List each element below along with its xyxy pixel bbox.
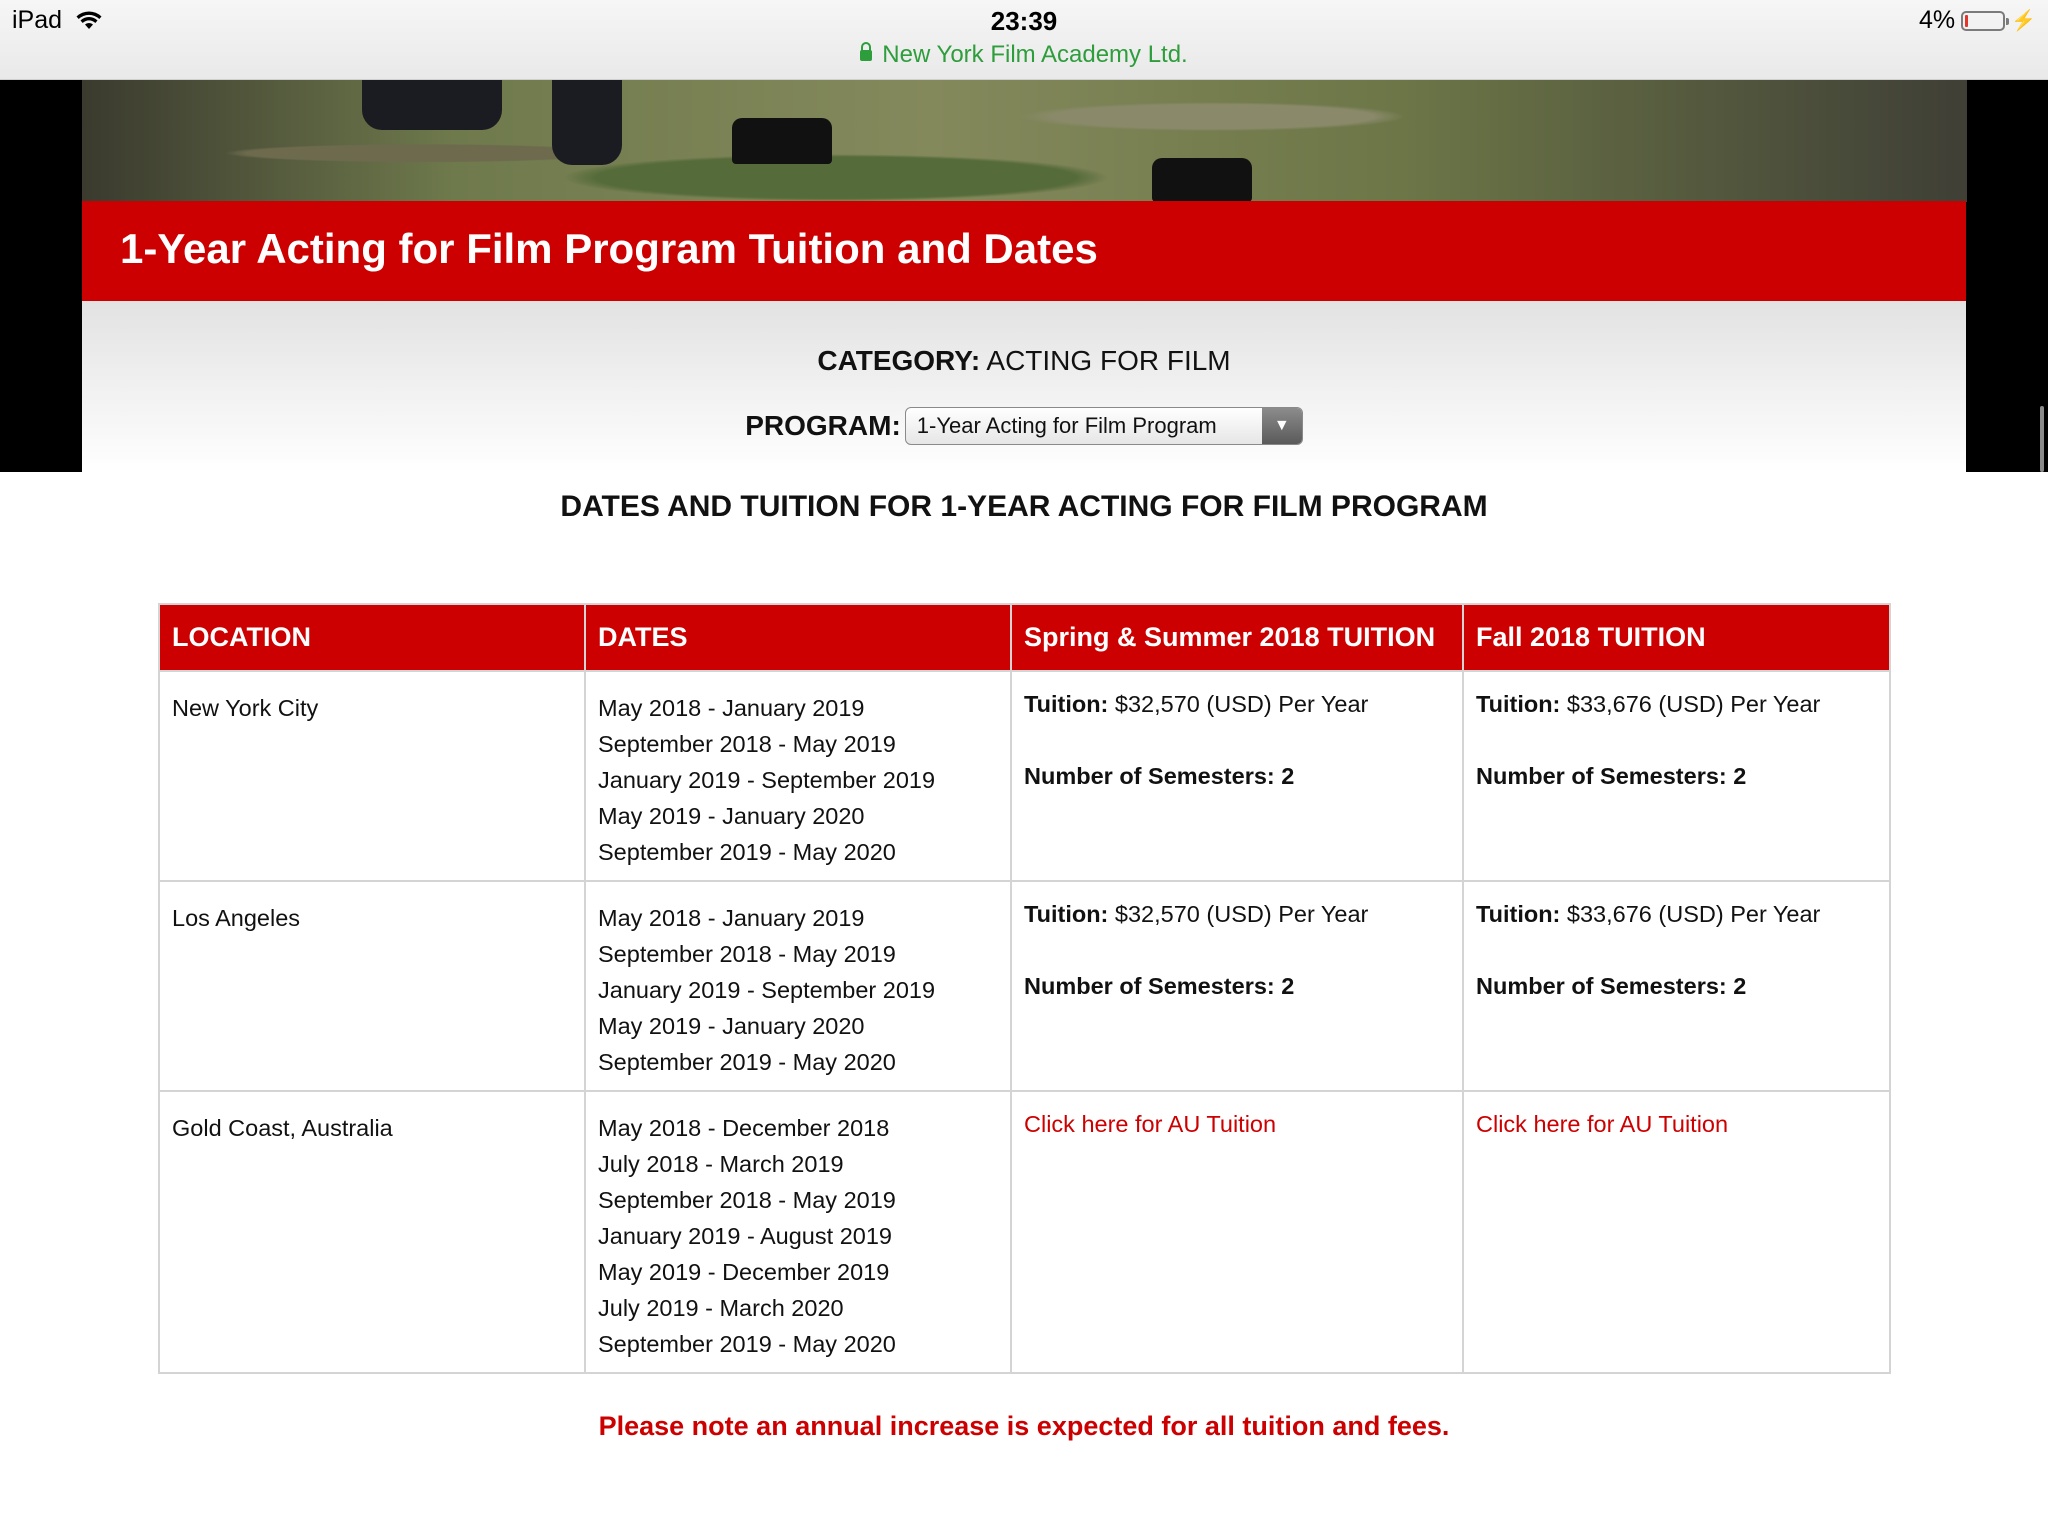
semesters-value: 2 (1733, 973, 1747, 999)
charging-bolt-icon: ⚡ (2011, 10, 2036, 32)
url-bar[interactable] (0, 41, 2048, 69)
category-row (82, 345, 1966, 377)
tuition-label: Tuition: (1024, 691, 1109, 717)
semesters-value: 2 (1281, 973, 1295, 999)
date-range: September 2019 - May 2020 (598, 1331, 896, 1357)
tuition-label: Tuition: (1476, 691, 1561, 717)
lock-icon (860, 50, 872, 61)
program-select-value: 1-Year Acting for Film Program (916, 413, 1217, 438)
page-title: 1-Year Acting for Film Program Tuition and Dates (120, 225, 1098, 272)
fall-tuition-cell (1463, 881, 1890, 1091)
date-range: September 2018 - May 2019 (598, 731, 896, 757)
title-band (82, 201, 1966, 301)
column-header-fall-tuition: Fall 2018 TUITION (1463, 604, 1890, 671)
date-range: May 2019 - January 2020 (598, 1013, 865, 1039)
semesters-value: 2 (1281, 763, 1295, 789)
spring-tuition-cell (1011, 881, 1463, 1091)
battery-icon (1961, 11, 2005, 31)
date-range: January 2019 - September 2019 (598, 977, 936, 1003)
column-header-location: LOCATION (159, 604, 585, 671)
location-cell: Los Angeles (159, 881, 585, 1091)
dates-cell (585, 671, 1011, 881)
date-range: May 2019 - December 2019 (598, 1259, 890, 1285)
fall-tuition-cell (1463, 1091, 1890, 1373)
battery-percent: 4% (1918, 6, 1956, 34)
tuition-label: Tuition: (1024, 901, 1109, 927)
date-range: May 2018 - January 2019 (598, 905, 865, 931)
tuition-amount: $32,570 (USD) Per Year (1114, 691, 1369, 717)
table-row (159, 881, 1890, 1091)
table-row (159, 1091, 1890, 1373)
program-select[interactable] (905, 407, 1303, 445)
tuition-increase-note: Please note an annual increase is expected for all tuition and fees. (598, 1411, 1450, 1441)
semesters-value: 2 (1733, 763, 1747, 789)
tuition-amount: $33,676 (USD) Per Year (1566, 691, 1821, 717)
fall-tuition-cell (1463, 671, 1890, 881)
semesters-label: Number of Semesters: (1476, 973, 1727, 999)
date-range: September 2018 - May 2019 (598, 1187, 896, 1213)
semesters-label: Number of Semesters: (1476, 763, 1727, 789)
date-range: July 2019 - March 2020 (598, 1295, 844, 1321)
dropdown-arrow-icon[interactable]: ▼ (1262, 408, 1302, 444)
column-header-dates: DATES (585, 604, 1011, 671)
device-name: iPad (12, 6, 63, 34)
clock: 23:39 (990, 6, 1058, 36)
status-bar (0, 0, 2048, 80)
dates-cell (585, 1091, 1011, 1373)
date-range: May 2019 - January 2020 (598, 803, 865, 829)
date-range: July 2018 - March 2019 (598, 1151, 844, 1177)
date-range: May 2018 - December 2018 (598, 1115, 890, 1141)
location-cell: New York City (159, 671, 585, 881)
tuition-table (158, 603, 1891, 1374)
au-tuition-link[interactable]: Click here for AU Tuition (1476, 1111, 1729, 1137)
url-text: New York Film Academy Ltd. (882, 41, 1188, 68)
tuition-amount: $33,676 (USD) Per Year (1566, 901, 1821, 927)
tuition-label: Tuition: (1476, 901, 1561, 927)
program-label: PROGRAM: (745, 410, 901, 441)
spring-tuition-cell (1011, 1091, 1463, 1373)
date-range: September 2019 - May 2020 (598, 839, 896, 865)
category-value: ACTING FOR FILM (986, 345, 1231, 376)
table-row (159, 671, 1890, 881)
location-cell: Gold Coast, Australia (159, 1091, 585, 1373)
category-label: CATEGORY: (817, 345, 981, 376)
date-range: September 2019 - May 2020 (598, 1049, 896, 1075)
section-heading: DATES AND TUITION FOR 1-YEAR ACTING FOR FILM PROGRAM (560, 490, 1488, 523)
status-right (1919, 6, 2036, 35)
date-range: May 2018 - January 2019 (598, 695, 865, 721)
program-row (82, 407, 1966, 445)
date-range: January 2019 - September 2019 (598, 767, 936, 793)
semesters-label: Number of Semesters: (1024, 973, 1275, 999)
dates-cell (585, 881, 1011, 1091)
date-range: September 2018 - May 2019 (598, 941, 896, 967)
au-tuition-link[interactable]: Click here for AU Tuition (1024, 1111, 1277, 1137)
scrollbar[interactable] (2040, 406, 2044, 472)
hero-photo (82, 80, 1967, 202)
program-selector-panel (82, 301, 1966, 473)
spring-tuition-cell (1011, 671, 1463, 881)
table-header-row (159, 604, 1890, 671)
semesters-label: Number of Semesters: (1024, 763, 1275, 789)
tuition-amount: $32,570 (USD) Per Year (1114, 901, 1369, 927)
date-range: January 2019 - August 2019 (598, 1223, 892, 1249)
column-header-spring-tuition: Spring & Summer 2018 TUITION (1011, 604, 1463, 671)
